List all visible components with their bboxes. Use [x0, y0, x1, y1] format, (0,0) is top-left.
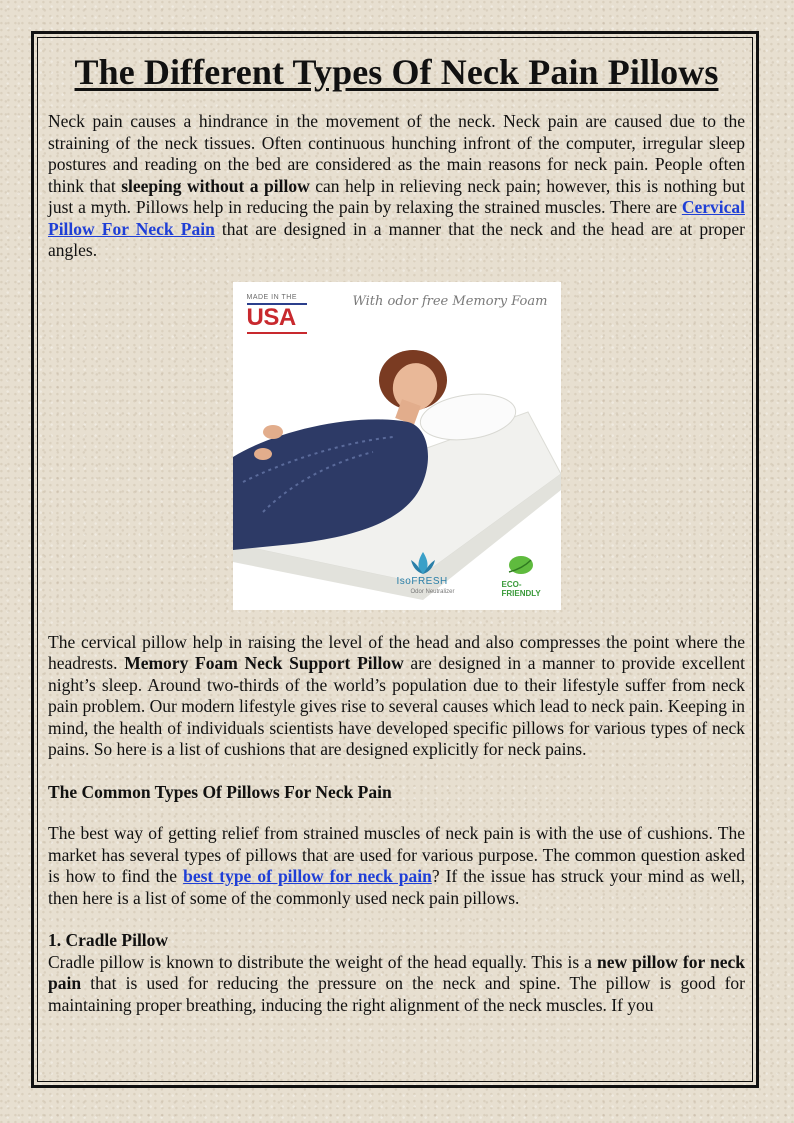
- para2-bold: Memory Foam Neck Support Pillow: [124, 653, 404, 673]
- para3-text-1: The best way of getting relief from strained muscles of neck pain is with the use of cushions. The market has several types of pillows that are used for various purpose. The common question asked is how to find the: [48, 823, 745, 886]
- cradle-text-2: that is used for reducing the pressure on the neck and spine. The pillow is good for maintaining proper breathing, inducing the right alignment of the neck muscles. If you: [48, 973, 745, 1015]
- intro-bold: sleeping without a pillow: [121, 175, 310, 196]
- intro-text-1: Neck pain causes a hindrance in the movement of the neck. Neck pain are caused due to the straining of the neck tissues. Often continuous hunching infront of the computer, irregular sleep postures and reading on the bed are considered as the main reasons for neck pain. People often think that: [48, 111, 745, 196]
- usa-logo-text: USA: [246, 303, 296, 331]
- best-pillow-link[interactable]: best type of pillow for neck pain: [183, 866, 432, 886]
- para2-text-1: The cervical pillow help in raising the level of the head and also compresses the point where the headrests.: [48, 631, 745, 673]
- para3-text-2: ? If the issue has struck your mind as well, then here is a list of some of the commonly used neck pain pillows.: [48, 866, 746, 908]
- made-in-usa-label: MADE IN THE: [246, 293, 297, 301]
- common-types-paragraph: [48, 823, 745, 909]
- isofresh-subtitle: Odor Neutralizer: [410, 588, 455, 595]
- document-body: [48, 50, 745, 1016]
- section-heading: The Common Types Of Pillows For Neck Pain: [48, 781, 392, 802]
- memory-foam-caption: With odor free Memory Foam: [352, 293, 548, 309]
- cervical-pillow-paragraph: [48, 632, 745, 761]
- cradle-text-1: Cradle pillow is known to distribute the weight of the head equally. This is a: [48, 951, 597, 972]
- para2-text-2: are designed in a manner to provide excellent night’s sleep. Around two-thirds of the world’s population due to their lifestyle suffer from neck pain problem. Our modern lifestyle gives rise to several causes which lead to neck pain. Keeping in mind, the health of individuals scientists have developed specific pillows for various types of neck pains. So here is a list of cushions that are designed explicitly for neck pains.: [48, 653, 745, 759]
- wedge-pillow-image: [233, 282, 561, 610]
- intro-text-3: that are designed in a manner that the neck and the head are at proper angles.: [48, 218, 746, 260]
- intro-paragraph: [48, 111, 745, 262]
- isofresh-logo-text: IsoFRESH: [396, 575, 448, 587]
- cradle-pillow-heading: 1. Cradle Pillow: [48, 930, 169, 950]
- intro-text-2: can help in relieving neck pain; however, this is nothing but just a myth. Pillows help in reducing the pain by relaxing the strained muscles. There are: [48, 175, 746, 217]
- page-title: The Different Types Of Neck Pain Pillows: [74, 52, 719, 92]
- cradle-bold: new pillow for neck pain: [48, 951, 745, 993]
- eco-friendly-label: ECO-FRIENDLY: [501, 579, 541, 598]
- cervical-pillow-link[interactable]: Cervical Pillow For Neck Pain: [48, 197, 745, 239]
- cradle-pillow-paragraph: [48, 952, 745, 1017]
